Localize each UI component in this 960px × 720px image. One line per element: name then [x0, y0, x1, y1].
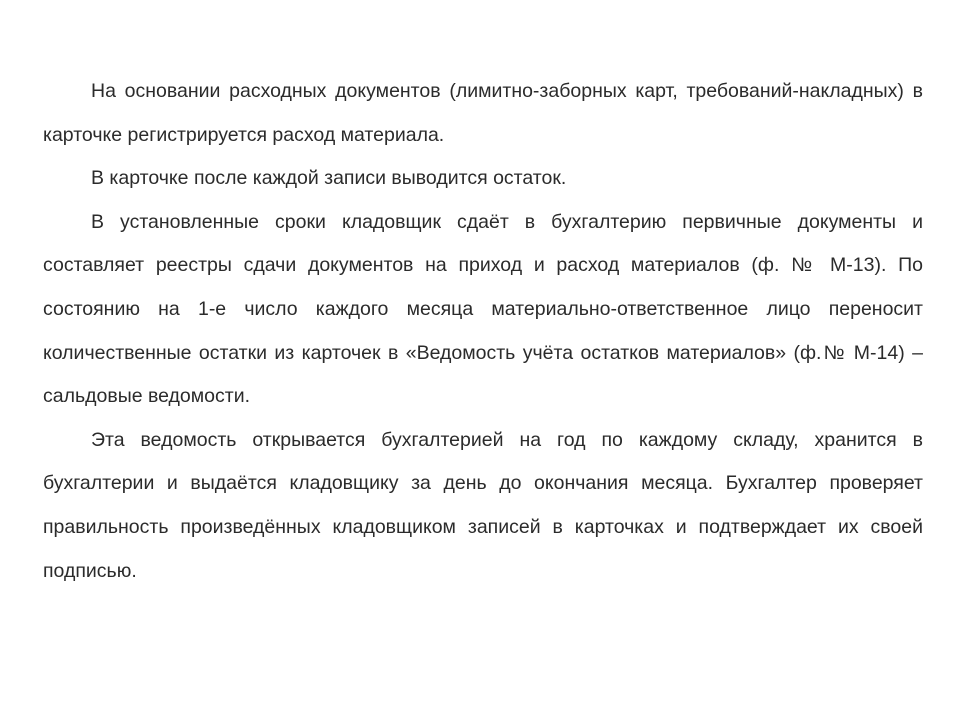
- paragraph-3: В установленные сроки кладовщик сдаёт в бухгалтерию первичные документы и составляет реестры сдачи документов на приход и расход материалов (ф. № М-13). По состоянию на 1-е число каждого месяца материально-ответственное лицо переносит количественные остатки из карточек в «Ведомость учёта остатков материалов» (ф.№ М-14) – сальдовые ведомости.: [43, 210, 923, 408]
- text-block: [43, 70, 923, 593]
- paragraph-4: Эта ведомость открывается бухгалтерией на год по каждому складу, хранится в бухгалтерии и выдаётся кладовщику за день до окончания месяца. Бухгалтер проверяет правильность произведённых кладовщиком записей в карточках и подтверждает их своей подписью.: [43, 428, 923, 582]
- paragraph-2: В карточке после каждой записи выводится остаток.: [91, 167, 567, 190]
- paragraph-1: На основании расходных документов (лимитно-заборных карт, требований-накладных) в карточке регистрируется расход материала.: [43, 80, 923, 146]
